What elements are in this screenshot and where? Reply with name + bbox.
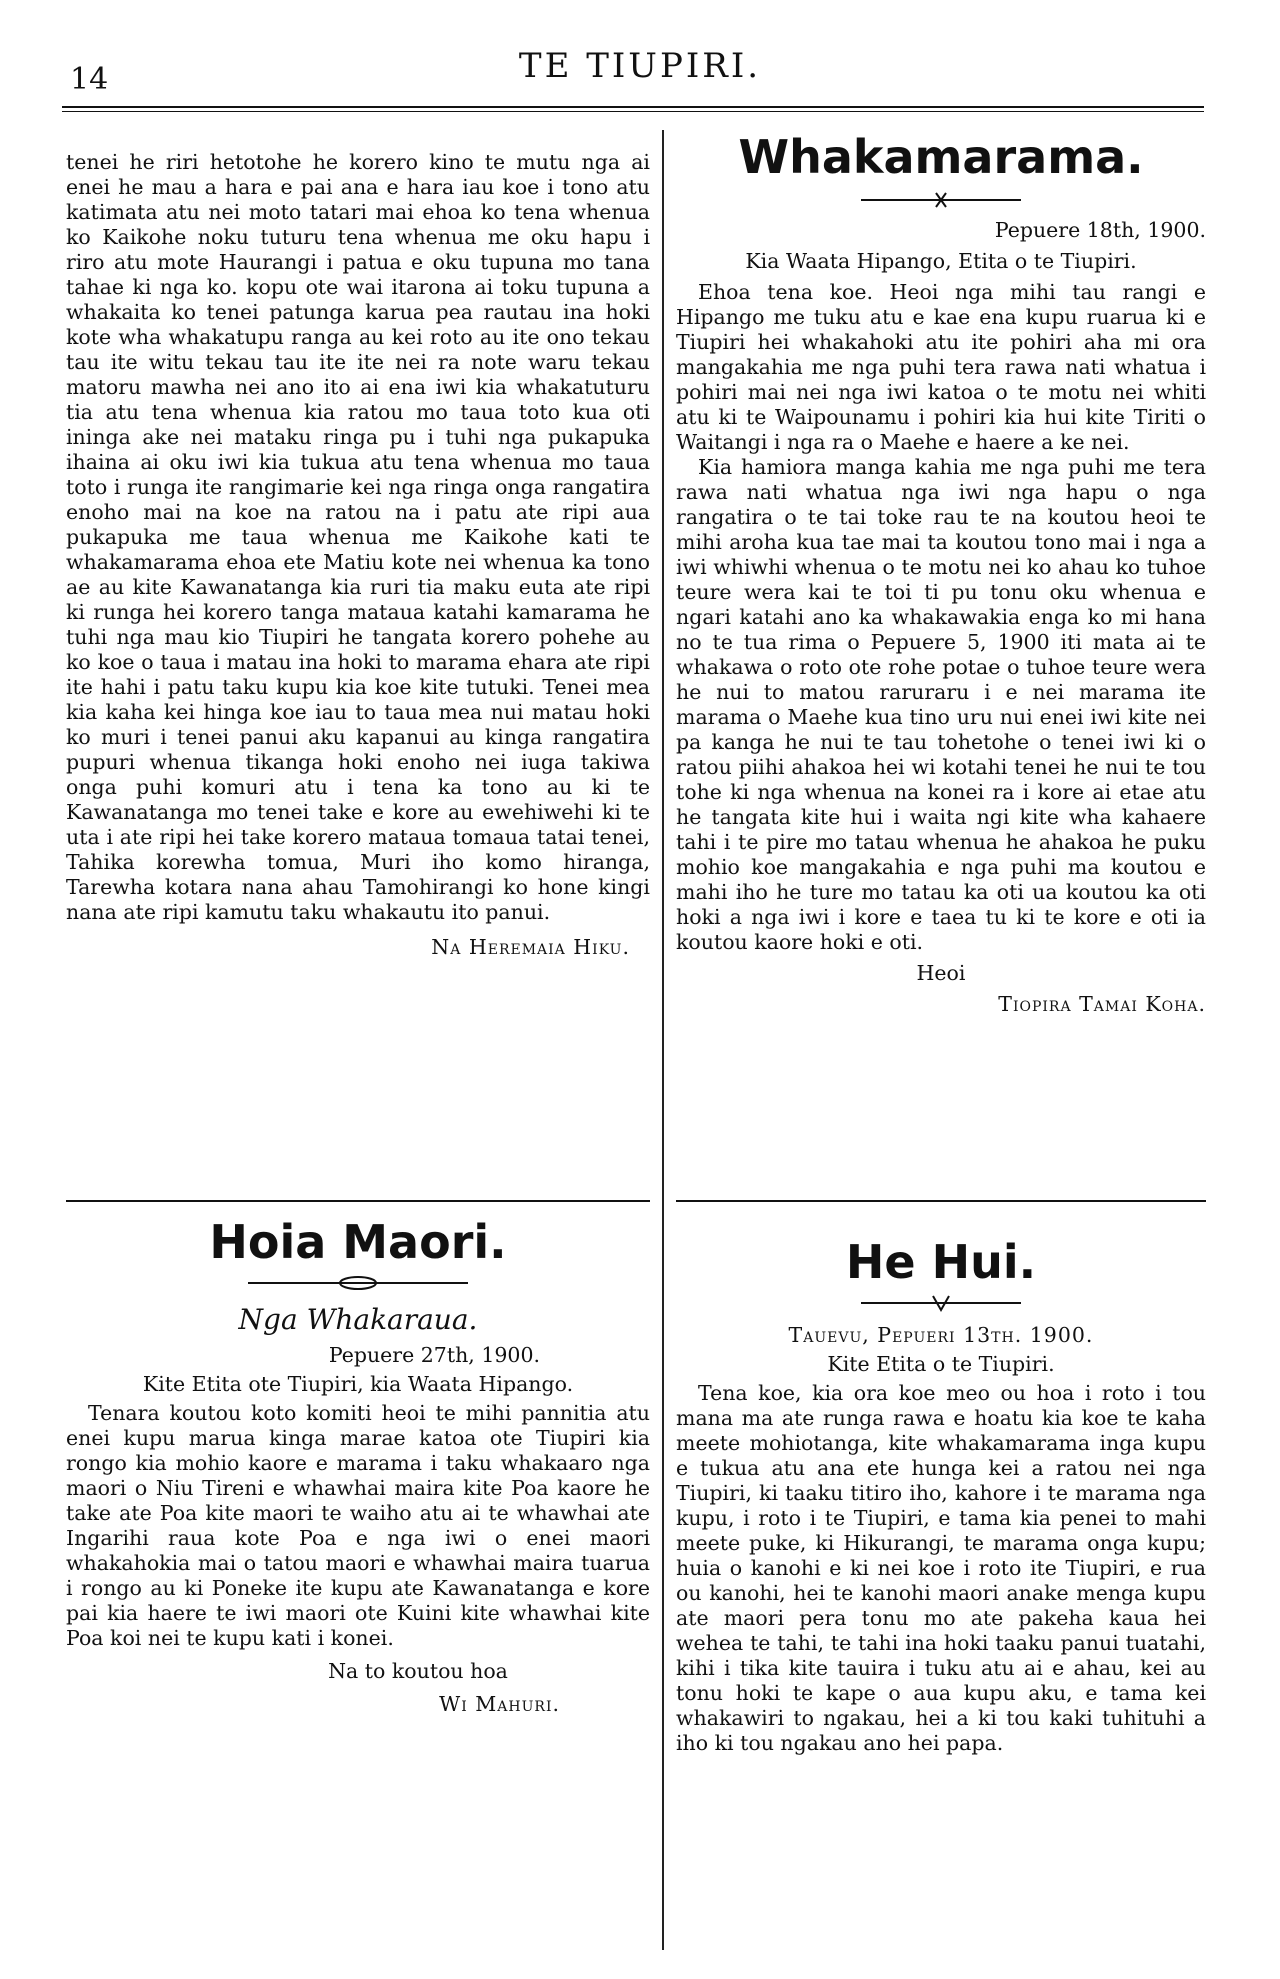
section-heading: He Hui. [845,1235,1037,1289]
article-body: Tena koe, kia ora koe meo ou hoa i roto i tou mana ma ate runga rawa e hoatu kia koe te kaha meete mohiotanga, kite whakamarama inga kupu e tukua atu ana ete hunga kei a ratou nei nga Tiupiri, ki taaku titiro iho, kahore i te marama nga kupu, i roto i te Tiupiri, e tama kia penei to mahi meete puke, ki Hikurangi, te marama onga kupu; huia o kanohi e ki nei koe i roto ite Tiupiri, e rua ou kanohi, hei te kanohi maori anake menga kupu ate maori pera tonu mo ate pakeha kaua hei wehea te tahi, te tahi ina hoki taaku panui tuatahi, kihi i tika kite tauira i tuku atu ai e ahau, kei au tonu hoki te kape o aua kupu aku, e tama kei whakawiri to ngakau, hei a ki tou kaki tuhituhi a iho ki tou ngakau ano hei papa. [676,1381,1206,1755]
closing: Na to koutou hoa [328,1659,508,1683]
address: Kia Waata Hipango, Etita o te Tiupiri. [745,249,1137,273]
right-bottom-article [676,1235,1206,1756]
section-rule [66,1200,650,1202]
signature: Tiopira Tamai Koha. [998,992,1206,1016]
address: Kite Etita o te Tiupiri. [827,1352,1055,1376]
ornament-divider [861,1293,1021,1313]
left-top-article [66,150,650,960]
address: Kite Etita ote Tiupiri, kia Waata Hipango. [142,1372,574,1396]
subheading: Nga Whakaraua. [238,1303,478,1336]
page-number: 14 [70,62,109,97]
left-bottom-article [66,1215,650,1717]
article-body: Tenara koutou koto komiti heoi te mihi pannitia atu enei kupu marua kinga marae katoa ote Tiupiri kia rongo kia mohio kaore e marama i taku whakaaro nga maori o Niu Tireni e whawhai maira kite Poa kaore he take ate Poa kite maori te waiho atu ai te whawhai ate Ingarihi raua kote Poa e nga iwi o enei maori whakahokia mai o tatou maori e whawhai maira tuarua i rongo au ki Poneke ite kupu ate Kawanatanga e kore pai kia haere te iwi maori ote Kuini kite whawhai kite Poa koi nei te kupu kati i konei. [66,1401,650,1650]
signature: Wi Mahuri. [439,1692,560,1716]
section-rule [676,1200,1206,1202]
section-heading: Whakamarama. [738,130,1144,184]
date: Tauevu, Pepueri 13th. 1900. [788,1323,1094,1347]
closing: Heoi [916,961,966,985]
signature: Na Heremaia Hiku. [431,935,630,959]
date: Pepuere 18th, 1900. [994,218,1206,242]
right-top-article [676,130,1206,1017]
top-rule-thin [62,111,1204,112]
masthead: TE TIUPIRI. [518,46,762,86]
date: Pepuere 27th, 1900. [328,1343,540,1367]
section-heading: Hoia Maori. [209,1215,507,1269]
column-divider [662,130,664,1950]
ornament-divider [248,1273,468,1293]
ornament-divider [861,190,1021,210]
article-body: tenei he riri hetotohe he korero kino te mutu nga ai enei he mau a hara e pai ana e hara iau koe i tono atu katimata atu nei moto tatari mai ehoa ko tena whenua ko Kaikohe noku tuturu tena whenua me oku hapu i riro atu mote Haurangi i patua e oku tupuna mo tana tahae ki nga ko. kopu ote wai itarona ai toku tupuna a whakaita ko tenei patunga karua pea rautau ina hoki kote wha whakatupu ranga au kei roto au ite ono tekau tau ite witu tekau tau ite ite nei ra note waru tekau matoru mawha nei ano ito ai ena iwi kia whakatuturu tia atu tena whenua kia ratou mo taua toto kua oti ininga ake nei mataku ringa pu i tuhi nga pukapuka ihaina ai oku iwi kia tukua atu tena whenua mo taua toto i runga ite rangimarie kei nga ringa onga rangatira enoho mai na koe na ratou na i patu ate ripi aua pukapuka me taua whenua me Kaikohe kati te whakamarama ehoa ete Matiu kote nei whenua ka tono ae au kite Kawanatanga kia ruri tia maku euta ate ripi ki runga hei korero tanga mataua katahi kamarama he tuhi nga mau kio Tiupiri he tangata korero pohehe au ko koe o taua i matau ina hoki to marama ehara ate ripi ite hahi i patu taku kupu kia koe kite tutuki. Tenei mea kia kaha kei hinga koe iau to taua mea nui matau hoki ko muri i tenei panui aku kapanui au kinga rangatira pupuri whenua tikanga hoki enoho nei iuga takiwa onga puhi komuri atu i tena ka tono au ki te Kawanatanga mo tenei take e kore au ewehiwehi ki te uta i ate ripi hei take korero mataua tomaua tatai tenei, Tahika korewha tomua, Muri iho komo hiranga, Tarewha kotara nana ahau Tamohirangi ko hone kingi nana ate ripi kamutu taku whakautu ito panui. [66,150,650,924]
top-rule [62,106,1204,108]
paragraph: Ehoa tena koe. Heoi nga mihi tau rangi e Hipango me tuku atu e kae ena kupu ruarua ki e Tiupiri hei whakahoki atu ite pohiri aha mi ora mangakahia me nga puhi tera rawa nati whatua i pohiri mai nei nga iwi katoa o te motu nei whiti atu ki te Waipounamu i pohiri kia hui kite Tiriti o Waitangi i nga ra o Maehe e haere a ke nei. [676,280,1206,454]
paragraph: Kia hamiora manga kahia me nga puhi me tera rawa nati whatua nga iwi nga hapu o nga rangatira o te tai toke rau te na koutou heoi te mihi aroha kua tae mai ta koutou tono mai i nga a iwi whiwhi whenua o te motu nei ko ahau ko tuhoe teure wera kai te toi ti pu tonu oku whenua e ngari katahi ano ka whakawakia enga ko mi hana no te tua rima o Pepuere 5, 1900 iti mata ai te whakawa o roto ote rohe potae o tuhoe teure wera he nui to matou raruraru i e nei marama ite marama o Maehe kua tino uru nui enei iwi kite nei pa kanga he nui te tau tohetohe o tenei iwi ki o ratou piihi ahakoa hei wi kotahi tenei he nui te tou tohe ki nga whenua na konei ra i kore ai etae atu he tangata kite hui i waita ngi kite wha kahaere tahi i te pire mo tatau whenua he ahakoa he puku mohio koe mangakahia e nga puhi ma koutou e mahi iho he ture mo tatau ka oti ua koutou ka oti hoki a nga iwi i kore e taea tu ki te kore e oti ia koutou kaore hoki e oti. [676,455,1206,954]
